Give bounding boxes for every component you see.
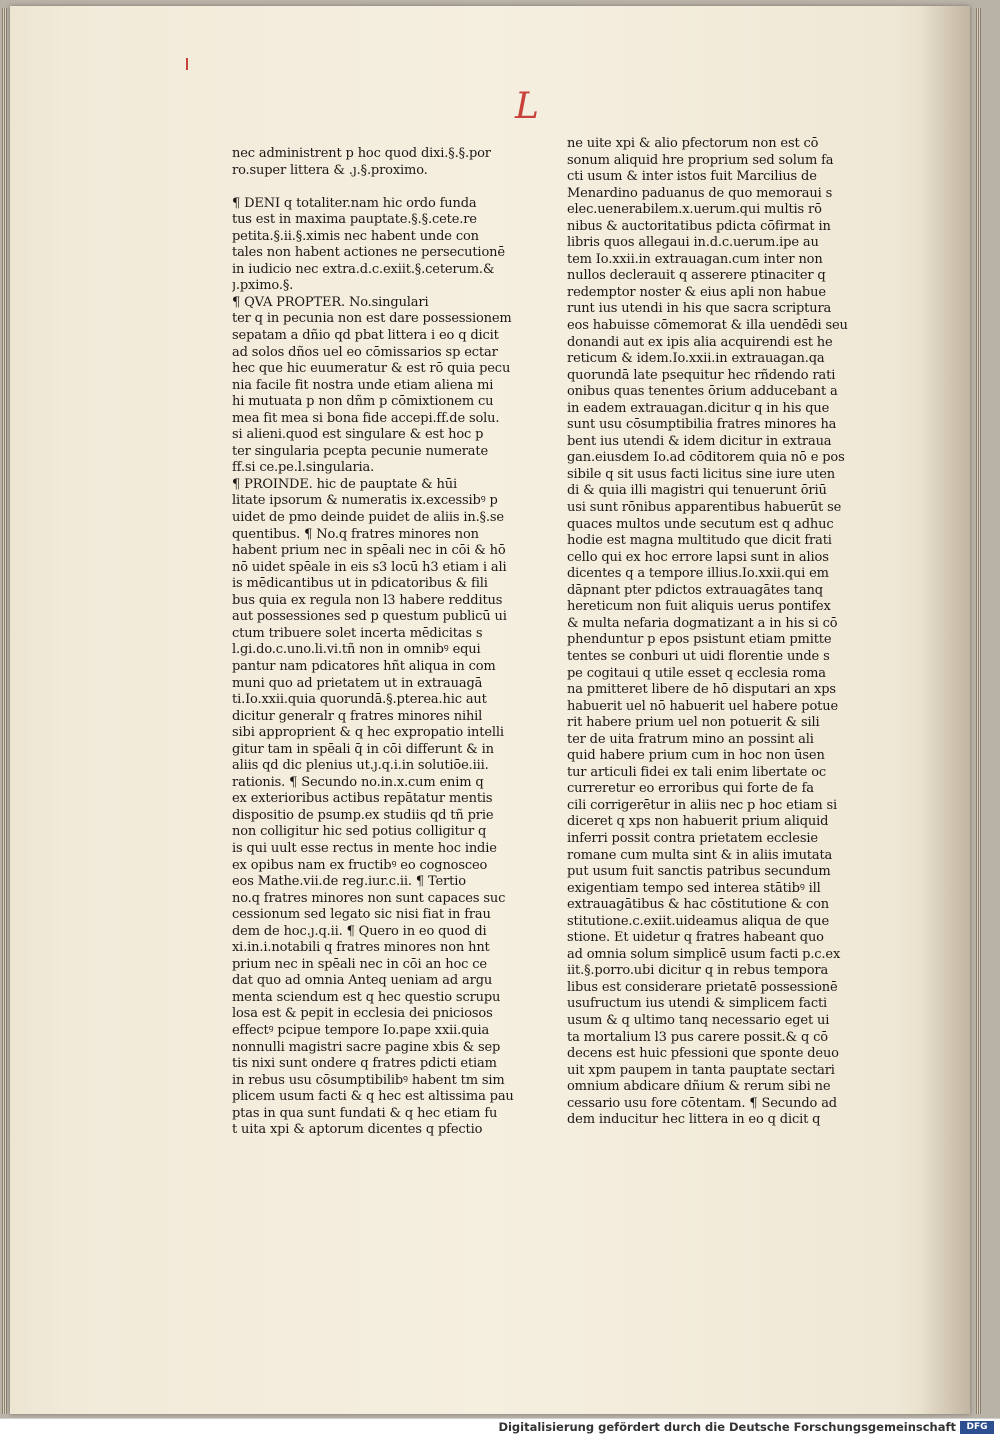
text-line: ȷ.pximo.§. [232,278,294,294]
text-line: usi sunt rōnibus apparentibus habuerūt se [567,500,842,516]
text-line: non colligitur hic sed potius colligitur q [232,824,487,840]
text-line: nibus & auctoritatibus pdicta cōfirmat in [567,218,831,234]
text-line: nonnulli magistri sacre pagine xbis & sep [232,1039,501,1055]
text-line: prium nec in spēali nec in cōi an hoc ce [232,956,487,972]
text-line: na pmitteret libere de hō disputari an xps [567,682,836,698]
text-line: usum & q ultimo tanq necessario eget ui [567,1012,830,1028]
footer-credit: Digitalisierung gefördert durch die Deutsche Forschungsgemeinschaft [498,1420,956,1434]
text-line: dicentes q a tempore illius.Io.xxii.qui em [567,566,829,582]
text-line: omnium abdicare dñium & rerum sibi ne [567,1079,831,1095]
text-line: donandi aut ex ipis alia acquirendi est he [567,334,833,350]
text-line: ta mortalium l3 pus carere possit.& q cō [567,1029,828,1045]
text-line: sunt usu cōsumptibilia fratres minores ha [567,417,837,433]
text-line: in iudicio nec extra.d.c.exiit.§.ceterum.& [232,261,495,277]
text-line: ¶ DENI q totaliter.nam hic ordo funda [232,195,477,211]
text-line: dem de hoc.ȷ.q.ii. ¶ Quero in eo quod di [232,923,487,939]
text-line: Menardino paduanus de quo memoraui s [567,185,833,201]
text-line: in eadem extrauagan.dicitur q in his que [567,400,830,416]
text-line: ter de uita fratrum mino an possint ali [567,731,814,747]
text-line: cili corrigerētur in aliis nec p hoc etiam si [567,797,838,813]
text-line: tem Io.xxii.in extrauagan.cum inter non [567,251,823,267]
text-line: pe cogitaui q utile esset q ecclesia roma [567,665,826,681]
text-line: dicitur generalr q fratres minores nihil [232,708,483,724]
text-line: ro.super littera & .ȷ.§.proximo. [232,162,428,178]
text-line: diceret q xps non habuerit prium aliquid [567,814,829,830]
gutter-shadow [920,6,970,1414]
text-line: tur articuli fidei ex tali enim libertate oc [567,764,827,780]
text-line: phenduntur p epos psistunt etiam pmitte [567,632,832,648]
text-line: eos habuisse cōmemorat & illa uendēdi seu [567,318,848,334]
text-line: exigentiam tempo sed interea stātibꝰ ill [567,880,821,896]
text-line: ¶ PROINDE. hic de pauptate & hūi [232,476,457,492]
text-line: cessario usu fore cōtentam. ¶ Secundo ad [567,1095,837,1111]
folio-mark: L [515,86,535,127]
text-line: libris quos allegaui in.d.c.uerum.ipe au [567,235,819,251]
text-line: aliis qd dic plenius ut.ȷ.q.i.in solutiōe.iii. [232,758,489,774]
text-line: hec que hic euumeratur & est rō quia pecu [232,361,511,377]
text-line: ex opibus nam ex fructibꝰ eo cognosceo [232,857,488,873]
text-line: nō uidet spēale in eis s3 locū h3 etiam i ali [232,559,507,575]
text-line: uit xpm paupem in tanta pauptate sectari [567,1062,835,1078]
text-line: stitutione.c.exiit.uideamus aliqua de que [567,913,829,929]
text-line: nia facile fit nostra unde etiam aliena mi [232,377,494,393]
text-line: l.gi.do.c.uno.li.vi.tñ non in omnibꝰ equi [232,642,481,658]
text-line: tus est in maxima pauptate.§.§.cete.re [232,212,477,228]
text-line: muni quo ad prietatem ut in extrauagā [232,675,483,691]
text-line: habuerit uel nō habuerit uel habere potue [567,698,838,714]
text-line: dispositio de psump.ex studiis qd tñ prie [232,807,494,823]
text-line: & multa nefaria dogmatizant a in his si cō [567,615,838,631]
text-line: nullos declerauit q asserere ptinaciter q [567,268,826,284]
text-line: ¶ QVA PROPTER. No.singulari [232,294,429,310]
text-line: cti usum & inter istos fuit Marcilius de [567,169,817,185]
text-line: tentes se conburi ut uidi florentie unde s [567,648,830,664]
text-line: bus quia ex regula non l3 habere redditus [232,592,503,608]
dfg-logo: DFG [960,1421,994,1434]
text-column-left [232,146,522,1139]
text-line: uidet de pmo deinde puidet de aliis in.§.se [232,510,504,526]
text-column-right [567,136,857,1129]
text-line: gitur tam in spēali q̄ in cōi differunt & in [232,741,494,757]
text-line: nec administrent p hoc quod dixi.§.§.por [232,146,491,161]
text-line: dem inducitur hec littera in eo q dicit q [567,1112,821,1128]
text-line: habent prium nec in spēali nec in cōi & hō [232,543,506,559]
text-line: extrauagātibus & hac cōstitutione & con [567,897,830,913]
text-line: sepatam a dñio qd pbat littera i eo q dicit [232,328,499,344]
text-line: gan.eiusdem Io.ad cōditorem quia nō e pos [567,450,845,466]
text-line: libus est considerare prietatē possessionē [567,979,838,995]
footer-bar [0,1418,1000,1437]
text-line: dāpnant pter pdictos extrauagātes tanq [567,582,823,598]
text-line: xi.in.i.notabili q fratres minores non hnt [232,940,490,956]
text-line: t uita xpi & aptorum dicentes q pfectio [232,1122,483,1138]
text-line: put usum fuit sanctis patribus secundum [567,864,831,880]
text-line: si alieni.quod est singulare & est hoc p [232,427,484,443]
text-line: plicem usum facti & q hec est altissima pau [232,1089,514,1105]
text-line: ter singularia pcepta pecunie numerate [232,443,489,459]
text-line: menta sciendum est q hec questio scrupu [232,989,501,1005]
text-line: ctum tribuere solet incerta mēdicitas s [232,625,483,641]
text-line: tales non habent actiones ne persecutionē [232,245,505,261]
text-line: stione. Et uidetur q fratres habeant quo [567,930,824,946]
text-line: curreretur eo erroribus qui forte de fa [567,781,814,797]
text-line: mea fit mea si bona fide accepi.ff.de solu. [232,410,500,426]
text-line: rit habere prium uel non potuerit & sili [567,715,820,731]
text-line: ad omnia solum simplicē usum facti p.c.ex [567,946,841,962]
text-line: romane cum multa sint & in aliis imutata [567,847,833,863]
text-line: tis nixi sunt ondere q fratres pdicti etiam [232,1056,497,1072]
text-line: ad solos dños uel eo cōmissarios sp ectar [232,344,498,360]
text-line [232,179,522,196]
text-line: hereticum non fuit aliquis uerus pontifex [567,599,831,615]
book-edge-right [976,8,981,1414]
text-line: is mēdicantibus ut in pdicatoribus & fili [232,576,488,592]
text-line: ptas in qua sunt fundati & q hec etiam fu [232,1105,498,1121]
text-line: eos Mathe.vii.de reg.iur.c.ii. ¶ Tertio [232,874,466,890]
book-edge-left [2,8,7,1414]
text-line: litate ipsorum & numeratis ix.excessibꝰ p [232,493,498,509]
text-line: ne uite xpi & alio pfectorum non est cō [567,136,819,151]
text-line: onibus quas tenentes ōrium adducebant a [567,384,838,400]
text-line: losa est & pepit in ecclesia dei pniciosos [232,1006,493,1022]
text-line: cessionum sed legato sic nisi fiat in frau [232,907,491,923]
text-line: cello qui ex hoc errore lapsi sunt in alios [567,549,829,565]
text-line: decens est huic pfessioni que sponte deuo [567,1046,839,1062]
text-line: no.q fratres minores non sunt capaces suc [232,890,506,906]
text-line: hi mutuata p non dñm p cōmixtionem cu [232,394,494,410]
text-line: is qui uult esse rectus in mente hoc indie [232,840,497,856]
red-ink-mark [186,58,188,70]
text-line: elec.uenerabilem.x.uerum.qui multis rō [567,202,822,218]
text-line: rationis. ¶ Secundo no.in.x.cum enim q [232,774,484,790]
text-line: pantur nam pdicatores hñt aliqua in com [232,658,496,674]
text-line: in rebus usu cōsumptibilibꝰ habent tm sim [232,1072,505,1088]
text-line: quid habere prium cum in hoc non ūsen [567,748,825,764]
text-line: sibile q sit usus facti licitus sine iure uten [567,466,836,482]
text-line: quorundā late psequitur hec rñdendo rati [567,367,836,383]
text-line: di & quia illi magistri qui tenuerunt ōriū [567,483,827,499]
text-line: ex exterioribus actibus repātatur mentis [232,791,493,807]
text-line: reticum & idem.Io.xxii.in extrauagan.qa [567,351,825,367]
text-line: iit.§.porro.ubi dicitur q in rebus tempora [567,963,829,979]
text-line: usufructum ius utendi & simplicem facti [567,996,828,1012]
text-line: redemptor noster & eius apli non habue [567,284,826,300]
text-line: ti.Io.xxii.quia quorundā.§.pterea.hic aut [232,692,487,708]
text-line: runt ius utendi in his que sacra scriptura [567,301,832,317]
text-line: quentibus. ¶ No.q fratres minores non [232,526,479,542]
text-line: effectꝰ pcipue tempore Io.pape xxii.quia [232,1022,490,1038]
text-line: quaces multos unde secutum est q adhuc [567,516,834,532]
text-line: sonum aliquid hre proprium sed solum fa [567,152,834,168]
text-line: petita.§.ii.§.ximis nec habent unde con [232,228,479,244]
text-line: ff.si ce.pe.l.singularia. [232,460,375,476]
text-line: dat quo ad omnia Anteq ueniam ad argu [232,973,493,989]
text-line: hodie est magna multitudo que dicit frati [567,533,832,549]
text-line: sibi approprient & q hec expropatio intelli [232,725,504,741]
text-line: aut possessiones sed p questum publicū ui [232,609,507,625]
text-line: bent ius utendi & idem dicitur in extraua [567,433,832,449]
text-line: ter q in pecunia non est dare possessionem [232,311,512,327]
text-line: inferri possit contra prietatem ecclesie [567,830,818,846]
